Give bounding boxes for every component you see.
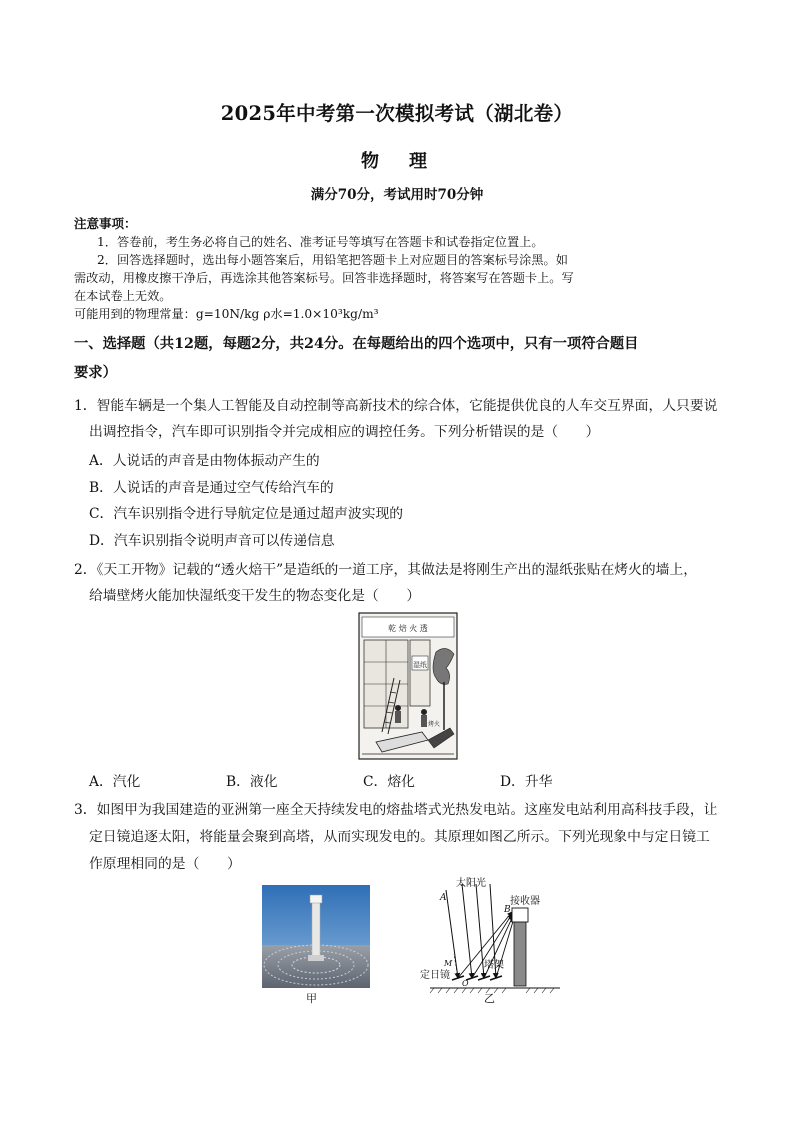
note-line-2a: 2．回答选择题时，选出每小题答案后，用铅笔把答题卡上对应题目的答案标号涂黑。如: [97, 253, 568, 267]
exam-title: 2025年中考第一次模拟考试（湖北卷）: [220, 102, 574, 125]
label-tower: 塔架: [484, 960, 504, 971]
q2-stem-line-1: 2．《天工开物》记载的“透火焙干”是造纸的一道工序，其做法是将刚生产出的湿纸张贴在烤火的墙上，: [74, 562, 698, 578]
q1-option-b: B．人说话的声音是通过空气传给汽车的: [89, 480, 334, 496]
q1-option-c: C．汽车识别指令进行导航定位是通过超声波实现的: [89, 506, 404, 522]
caption-jia: 甲: [306, 992, 317, 1005]
section-heading: 一、选择题（共12题，每题2分，共24分。在每题给出的四个选项中，只有一项符合题目: [74, 336, 639, 352]
label-m: M: [444, 959, 453, 968]
label-o: O: [462, 979, 469, 988]
note-line-1: 1．答卷前，考生务必将自己的姓名、准考证号等填写在答题卡和试卷指定位置上。: [97, 235, 544, 249]
q3-stem-line-1: 3．如图甲为我国建造的亚洲第一座全天持续发电的熔盐塔式光热发电站。这座发电站利用高科技手段，让: [74, 802, 718, 818]
q1-option-d: D．汽车识别指令说明声音可以传递信息: [89, 533, 335, 549]
q1-stem-line-2: 出调控指令，汽车即可识别指令并完成相应的调控任务。下列分析错误的是（ ）: [89, 424, 600, 440]
q3-stem-line-3: 作原理相同的是（ ）: [89, 856, 241, 872]
q2-option-c: C．熔化: [363, 774, 415, 790]
subject-title: 物 理: [361, 151, 433, 172]
q2-option-a: A．汽化: [89, 774, 141, 790]
label-b: B: [504, 905, 511, 915]
label-heliostat: 定日镜: [420, 970, 450, 981]
fig-label-fire: 烤火: [428, 721, 441, 728]
q1-stem-line-1: 1．智能车辆是一个集人工智能及自动控制等高新技术的综合体，它能提供优良的人车交互界面，人只要说: [74, 398, 718, 414]
label-receiver: 接收器: [510, 896, 540, 907]
caption-yi: 乙: [484, 992, 495, 1005]
q2-option-b: B．液化: [226, 774, 278, 790]
fig-banner-text: 乾 焙 火 透: [388, 624, 428, 633]
fig-label-wet-paper: 湿纸: [413, 661, 427, 669]
q2-stem-line-2: 给墙壁烤火能加快湿纸变干发生的物态变化是（ ）: [89, 588, 421, 604]
section-heading-cont: 要求）: [74, 365, 117, 381]
note-line-2c: 在本试卷上无效。: [74, 289, 172, 303]
label-a: A: [440, 893, 447, 903]
q2-option-d: D．升华: [500, 774, 553, 790]
note-line-2b: 需改动，用橡皮擦干净后，再选涂其他答案标号。回答非选择题时，将答案写在答题卡上。写: [74, 271, 574, 285]
solar-tower-photo: [262, 885, 370, 988]
papermaking-woodcut-figure: [358, 612, 458, 760]
notes-heading: 注意事项：: [74, 216, 137, 231]
q1-option-a: A．人说话的声音是由物体振动产生的: [89, 453, 320, 469]
score-info: 满分70分，考试用时70分钟: [310, 187, 484, 203]
label-sunlight: 太阳光: [456, 878, 486, 889]
q3-stem-line-2: 定日镜追逐太阳，将能量会聚到高塔，从而实现发电的。其原理如图乙所示。下列光现象中与定日镜工: [89, 829, 710, 845]
heliostat-principle-diagram: [420, 874, 570, 996]
constants-line: 可能用到的物理常量：g=10N/kg ρ水=1.0×10³kg/m³: [74, 307, 379, 321]
